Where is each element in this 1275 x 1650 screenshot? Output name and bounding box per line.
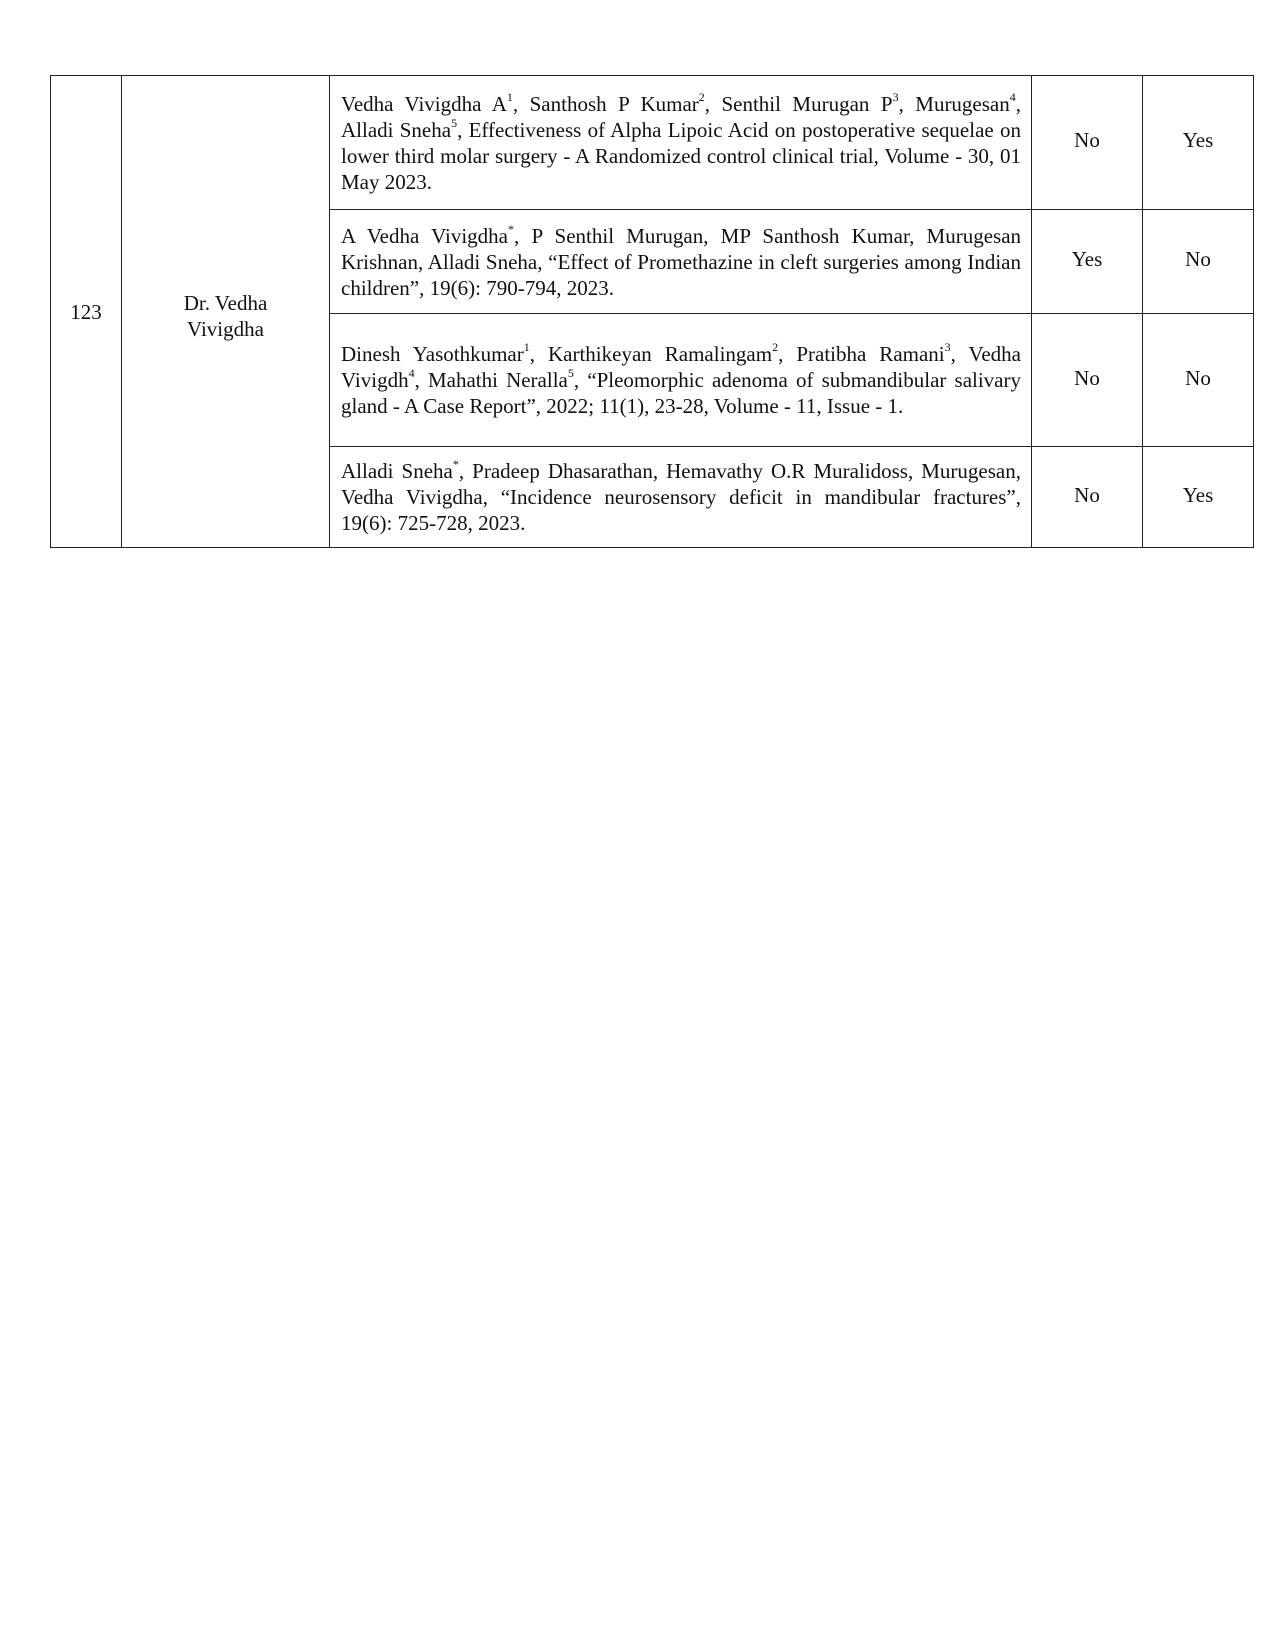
reference-text: Alladi Sneha*, Pradeep Dhasarathan, Hemavathy O.R Muralidoss, Murugesan, Vedha Vivigdha, “Incidence neurosensory deficit in mandibular fractures”, 19(6): 725-728, 2023.: [341, 457, 1021, 535]
indexing-flag-b: Yes: [1143, 76, 1254, 210]
indexing-flag-b: Yes: [1143, 447, 1254, 548]
indexing-flag-a: No: [1032, 314, 1143, 447]
indexing-flag-b: No: [1143, 314, 1254, 447]
indexing-flag-a: Yes: [1032, 210, 1143, 314]
author-superscript: 1: [523, 340, 530, 354]
faculty-name-line2: Vivigdha: [187, 317, 264, 341]
author-superscript: 3: [892, 89, 899, 104]
reference-cell: [330, 210, 1032, 314]
author-superscript: 2: [698, 89, 705, 104]
table-row: [51, 76, 1254, 210]
publications-table: [50, 75, 1254, 548]
reference-text: Dinesh Yasothkumar$^1$, Karthikeyan Ramalingam$^2$, Pratibha Ramani$^3$, Vedha Vivigdh$^4$, Mahathi Neralla$^5$, “Pleomorphic adenoma of submandibular salivary gland - A Case Report”, 2022; 11(1), 23-28, Volume - 11, Issue - 1.: [341, 340, 1021, 418]
serial-number-cell: 123: [51, 76, 122, 548]
reference-text: A Vedha Vivigdha*, P Senthil Murugan, MP Santhosh Kumar, Murugesan Krishnan, Alladi Sneha, “Effect of Promethazine in cleft surgeries among Indian children”, 19(6): 790-794, 2023.: [341, 221, 1022, 300]
author-superscript: 4: [408, 366, 415, 380]
author-superscript: 4: [1009, 89, 1016, 104]
author-superscript: 5: [451, 115, 458, 130]
author-superscript: 3: [944, 340, 951, 354]
author-superscript: *: [508, 221, 515, 236]
author-superscript: *: [452, 457, 459, 471]
reference-cell: [330, 314, 1032, 447]
reference-cell: [330, 447, 1032, 548]
reference-text: Vedha Vivigdha $A^1$, Santhosh P Kumar$^2$, Senthil Murugan $P^3$, Murugesan$^4$, Alladi Sneha$^5$, Effectiveness of Alpha Lipoic Acid on postoperative sequelae on lower third molar surgery - A Randomized control clinical trial, Volume - 30, 01 May 2023.: [341, 89, 1021, 194]
author-superscript: 5: [567, 366, 574, 380]
indexing-flag-a: No: [1032, 76, 1143, 210]
author-superscript: 2: [772, 340, 779, 354]
faculty-name-cell: [122, 76, 330, 548]
faculty-name-line1: Dr. Vedha: [183, 291, 268, 315]
reference-cell: [330, 76, 1032, 210]
author-superscript: 1: [506, 89, 513, 104]
indexing-flag-a: No: [1032, 447, 1143, 548]
indexing-flag-b: No: [1143, 210, 1254, 314]
